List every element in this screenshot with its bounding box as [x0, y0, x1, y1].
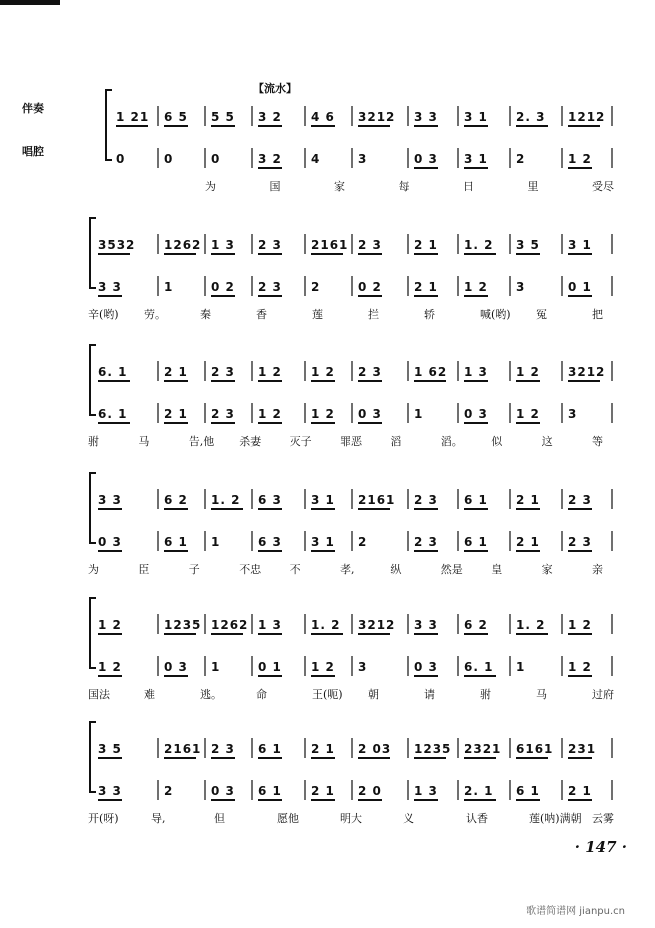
system-bracket — [90, 473, 96, 543]
beam-line — [516, 757, 548, 759]
accompaniment-measure: 3 3 — [414, 618, 438, 632]
accompaniment-measure: 1 3 — [211, 238, 235, 252]
vocal-measure: 2 — [358, 535, 368, 549]
accompaniment-measure: 2 3 — [568, 493, 592, 507]
beam-line — [258, 125, 282, 127]
vocal-measure: 0 3 — [98, 535, 122, 549]
lyric: 劳。 — [144, 308, 166, 321]
beam-line — [568, 167, 592, 169]
beam-line — [516, 125, 548, 127]
lyric: 过府 — [592, 688, 614, 701]
lyric: 难 — [144, 688, 155, 701]
beam-line — [311, 508, 335, 510]
vocal-measure: 6. 1 — [464, 660, 494, 674]
vocal-measure: 3 — [568, 407, 578, 421]
beam-line — [98, 757, 122, 759]
accompaniment-measure: 1235 — [164, 618, 202, 632]
beam-line — [164, 125, 188, 127]
vocal-measure: 2 1 — [164, 407, 188, 421]
accompaniment-measure: 1. 2 — [464, 238, 494, 252]
beam-line — [358, 757, 390, 759]
beam-line — [311, 633, 343, 635]
accompaniment-measure: 1 21 — [116, 110, 150, 124]
lyric: 这 — [541, 435, 553, 448]
beam-line — [258, 253, 282, 255]
vocal-measure: 2 — [516, 152, 526, 166]
vocal-measure: 0 1 — [258, 660, 282, 674]
vocal-measure: 3 1 — [311, 535, 335, 549]
accompaniment-measure: 5 5 — [211, 110, 235, 124]
page-number: · 147 · — [574, 838, 627, 856]
vocal-measure: 3 — [516, 280, 526, 294]
vocal-measure: 6 1 — [258, 784, 282, 798]
lyric: 臣 — [138, 563, 150, 576]
system-bracket — [90, 218, 96, 288]
lyric: 里 — [527, 180, 539, 193]
beam-line — [164, 508, 188, 510]
lyric: 把 — [592, 308, 603, 321]
lyric: 义 — [403, 812, 414, 825]
beam-line — [98, 422, 130, 424]
beam-line — [414, 295, 438, 297]
lyric: 国 — [269, 180, 281, 193]
vocal-measure: 0 3 — [164, 660, 188, 674]
beam-line — [414, 675, 438, 677]
system-bracket — [90, 598, 96, 668]
vocal-measure: 4 — [311, 152, 321, 166]
accompaniment-measure: 2 1 — [516, 493, 540, 507]
accompaniment-measure: 1 2 — [568, 618, 592, 632]
vocal-measure: 0 2 — [211, 280, 235, 294]
accompaniment-measure: 2161 — [164, 742, 202, 756]
accompaniment-measure: 1262 — [164, 238, 202, 252]
beam-line — [516, 253, 540, 255]
beam-line — [98, 799, 122, 801]
accompaniment-measure: 1 2 — [258, 365, 282, 379]
beam-line — [516, 633, 548, 635]
section-marker: 【流水】 — [253, 82, 297, 95]
vocal-measure: 1 2 — [258, 407, 282, 421]
beam-line — [516, 508, 540, 510]
beam-line — [258, 799, 282, 801]
beam-line — [358, 508, 390, 510]
beam-line — [516, 550, 540, 552]
beam-line — [164, 757, 196, 759]
accompaniment-measure: 1 2 — [516, 365, 540, 379]
vocal-measure: 1 — [516, 660, 526, 674]
vocal-measure: 0 — [116, 152, 126, 166]
accompaniment-measure: 3 5 — [98, 742, 122, 756]
lyric: 为 — [205, 180, 216, 193]
beam-line — [311, 253, 343, 255]
beam-line — [464, 508, 488, 510]
lyric: 认香 — [466, 812, 488, 825]
lyric: 秦 — [200, 308, 211, 321]
vocal-measure: 0 3 — [358, 407, 382, 421]
lyric: 不 — [289, 563, 301, 576]
accompaniment-measure: 3 3 — [98, 493, 122, 507]
vocal-measure: 1 2 — [516, 407, 540, 421]
beam-line — [311, 757, 335, 759]
beam-line — [464, 125, 488, 127]
lyric: 家 — [541, 563, 553, 576]
beam-line — [464, 675, 496, 677]
accompaniment-measure: 3212 — [358, 618, 396, 632]
lyric: 日 — [463, 180, 474, 193]
lyric: 然是 — [440, 563, 463, 576]
beam-line — [211, 757, 235, 759]
vocal-measure: 2 0 — [358, 784, 382, 798]
accompaniment-measure: 2 1 — [414, 238, 438, 252]
lyric: 轿 — [424, 308, 435, 321]
accompaniment-measure: 6161 — [516, 742, 554, 756]
lyric: 似 — [491, 435, 503, 448]
lyric: 为 — [88, 563, 99, 576]
accompaniment-measure: 1. 2 — [311, 618, 341, 632]
vocal-measure: 3 — [358, 660, 368, 674]
beam-line — [568, 550, 592, 552]
beam-line — [311, 799, 335, 801]
accompaniment-measure: 6 2 — [464, 618, 488, 632]
beam-line — [211, 508, 243, 510]
accompaniment-measure: 3 5 — [516, 238, 540, 252]
vocal-measure: 2 1 — [568, 784, 592, 798]
vocal-measure: 2 1 — [414, 280, 438, 294]
vocal-measure: 0 — [164, 152, 174, 166]
beam-line — [568, 125, 600, 127]
accompaniment-measure: 3 2 — [258, 110, 282, 124]
beam-line — [568, 253, 592, 255]
beam-line — [258, 295, 282, 297]
vocal-measure: 6 1 — [164, 535, 188, 549]
beam-line — [358, 380, 382, 382]
beam-line — [516, 422, 540, 424]
accompaniment-measure: 1 62 — [414, 365, 448, 379]
beam-line — [258, 167, 282, 169]
lyric: 杀妻 — [239, 435, 262, 448]
accompaniment-measure: 1 3 — [464, 365, 488, 379]
vocal-measure: 2 3 — [258, 280, 282, 294]
accompaniment-measure: 3532 — [98, 238, 136, 252]
beam-line — [258, 380, 282, 382]
accompaniment-measure: 6 2 — [164, 493, 188, 507]
accompaniment-measure: 2 3 — [358, 238, 382, 252]
beam-line — [258, 508, 282, 510]
lyric: 香 — [256, 308, 267, 321]
beam-line — [464, 757, 496, 759]
accompaniment-measure: 6. 1 — [98, 365, 128, 379]
beam-line — [568, 799, 592, 801]
lyric: 莲 — [312, 308, 323, 321]
beam-line — [98, 253, 130, 255]
beam-line — [211, 125, 235, 127]
vocal-measure: 1 2 — [311, 660, 335, 674]
accompaniment-measure: 2 3 — [258, 238, 282, 252]
beam-line — [516, 799, 540, 801]
accompaniment-measure: 3 1 — [311, 493, 335, 507]
vocal-measure: 0 3 — [464, 407, 488, 421]
beam-line — [311, 125, 335, 127]
system-bracket — [90, 345, 96, 415]
beam-line — [358, 799, 382, 801]
lyric: 冤 — [536, 308, 547, 321]
accompaniment-measure: 1. 2 — [516, 618, 546, 632]
lyric: 子 — [188, 563, 200, 576]
vocal-measure: 3 2 — [258, 152, 282, 166]
beam-line — [258, 422, 282, 424]
vocal-measure: 3 1 — [464, 152, 488, 166]
beam-line — [98, 508, 122, 510]
beam-line — [98, 550, 122, 552]
accompaniment-measure: 6 5 — [164, 110, 188, 124]
beam-line — [258, 757, 282, 759]
system-bracket — [90, 722, 96, 792]
beam-line — [568, 633, 592, 635]
beam-line — [358, 633, 390, 635]
lyric: 受尽 — [592, 180, 614, 193]
lyric: 滔 — [390, 435, 402, 448]
accompaniment-measure: 3 3 — [414, 110, 438, 124]
beam-line — [164, 675, 188, 677]
vocal-measure: 1 2 — [98, 660, 122, 674]
vocal-measure: 1 — [164, 280, 174, 294]
vocal-measure: 6 3 — [258, 535, 282, 549]
beam-line — [258, 675, 282, 677]
lyric: 导, — [151, 812, 166, 825]
lyric: 开(呀) — [88, 812, 119, 825]
beam-line — [414, 253, 438, 255]
vocal-measure: 0 3 — [211, 784, 235, 798]
beam-line — [98, 675, 122, 677]
beam-line — [98, 295, 122, 297]
lyric: 命 — [256, 688, 267, 701]
lyric: 家 — [334, 180, 345, 193]
lyric: 亲 — [592, 563, 603, 576]
lyric: 每 — [398, 180, 410, 193]
vocal-measure: 3 — [358, 152, 368, 166]
beam-line — [414, 633, 438, 635]
beam-line — [164, 422, 188, 424]
vocal-measure: 6 1 — [464, 535, 488, 549]
vocal-measure: 2 3 — [568, 535, 592, 549]
accompaniment-measure: 3212 — [568, 365, 606, 379]
accompaniment-measure: 231 — [568, 742, 597, 756]
lyric: 不忠 — [239, 563, 262, 576]
beam-line — [164, 253, 196, 255]
lyric: 孝, — [340, 563, 355, 576]
beam-line — [414, 757, 446, 759]
beam-line — [464, 633, 488, 635]
vocal-measure: 1 3 — [414, 784, 438, 798]
beam-line — [258, 633, 282, 635]
vocal-measure: 2 3 — [211, 407, 235, 421]
vocal-measure: 1 2 — [568, 660, 592, 674]
beam-line — [164, 380, 188, 382]
lyric: 驸 — [88, 435, 99, 448]
beam-line — [464, 295, 488, 297]
vocal-measure: 0 1 — [568, 280, 592, 294]
beam-line — [414, 380, 446, 382]
beam-line — [358, 253, 382, 255]
accompaniment-measure: 2321 — [464, 742, 502, 756]
beam-line — [414, 125, 438, 127]
beam-line — [516, 380, 540, 382]
beam-line — [311, 675, 335, 677]
lyric: 马 — [536, 688, 547, 701]
beam-line — [211, 422, 235, 424]
beam-line — [98, 633, 122, 635]
accompaniment-measure: 1235 — [414, 742, 452, 756]
lyric: 罪恶 — [340, 435, 362, 448]
vocal-measure: 1 2 — [311, 407, 335, 421]
lyric: 王(呃) — [312, 688, 343, 701]
lyric: 逃。 — [200, 688, 222, 701]
beam-line — [211, 295, 235, 297]
beam-line — [414, 508, 438, 510]
beam-line — [311, 422, 335, 424]
beam-line — [568, 508, 592, 510]
lyric: 纵 — [390, 563, 402, 576]
lyric: 辛(哟) — [88, 308, 119, 321]
accompaniment-measure: 2 3 — [358, 365, 382, 379]
accompaniment-measure: 2 03 — [358, 742, 392, 756]
lyric: 等 — [592, 435, 603, 448]
lyric: 灭子 — [289, 435, 312, 448]
accompaniment-measure: 6 3 — [258, 493, 282, 507]
vocal-measure: 3 3 — [98, 280, 122, 294]
lyric: 拦 — [368, 308, 379, 321]
beam-line — [568, 757, 592, 759]
beam-line — [414, 799, 438, 801]
vocal-measure: 1 — [211, 660, 221, 674]
accompaniment-measure: 1 2 — [311, 365, 335, 379]
beam-line — [358, 422, 382, 424]
accompaniment-measure: 3 1 — [464, 110, 488, 124]
beam-line — [464, 422, 488, 424]
system-bracket — [106, 90, 112, 160]
accompaniment-measure: 4 6 — [311, 110, 335, 124]
vocal-measure: 1 2 — [568, 152, 592, 166]
accompaniment-measure: 1. 2 — [211, 493, 241, 507]
vocal-measure: 1 — [211, 535, 221, 549]
beam-line — [211, 633, 243, 635]
watermark: 歌谱简谱网 jianpu.cn — [526, 906, 625, 917]
beam-line — [464, 550, 488, 552]
beam-line — [211, 253, 235, 255]
accompaniment-measure: 1262 — [211, 618, 249, 632]
vocal-measure: 6 1 — [516, 784, 540, 798]
accompaniment-measure: 2. 3 — [516, 110, 546, 124]
vocal-measure: 2 3 — [414, 535, 438, 549]
lyric: 云雾 — [592, 812, 614, 825]
vocal-measure: 1 2 — [464, 280, 488, 294]
beam-line — [311, 380, 335, 382]
accompaniment-measure: 2 3 — [211, 742, 235, 756]
beam-line — [358, 125, 390, 127]
accompaniment-measure: 1 2 — [98, 618, 122, 632]
beam-line — [116, 125, 148, 127]
vocal-measure: 3 3 — [98, 784, 122, 798]
lyric: 告,他 — [188, 435, 215, 448]
beam-line — [414, 167, 438, 169]
accompaniment-measure: 2161 — [311, 238, 349, 252]
lyric: 愿他 — [277, 812, 299, 825]
beam-line — [211, 380, 235, 382]
vocal-measure: 2 1 — [516, 535, 540, 549]
vocal-measure: 2. 1 — [464, 784, 494, 798]
accompaniment-measure: 2 1 — [311, 742, 335, 756]
beam-line — [98, 380, 130, 382]
vocal-measure: 2 — [164, 784, 174, 798]
beam-line — [464, 167, 488, 169]
lyric: 莲(呐)满朝 — [529, 812, 582, 825]
lyric: 请 — [424, 688, 435, 701]
vocal-measure: 2 1 — [311, 784, 335, 798]
lyric: 国法 — [88, 688, 110, 701]
beam-line — [568, 295, 592, 297]
vocal-measure: 0 2 — [358, 280, 382, 294]
lyric: 驸 — [480, 688, 491, 701]
accompaniment-measure: 3 1 — [568, 238, 592, 252]
beam-line — [164, 550, 188, 552]
accompaniment-label: 伴奏 — [22, 102, 44, 115]
vocal-measure: 6. 1 — [98, 407, 128, 421]
beam-line — [311, 550, 335, 552]
vocal-measure: 2 — [311, 280, 321, 294]
vocal-measure: 0 — [211, 152, 221, 166]
lyric: 喊(哟) — [480, 308, 511, 321]
beam-line — [164, 633, 196, 635]
beam-line — [568, 675, 592, 677]
accompaniment-measure: 6 1 — [464, 493, 488, 507]
accompaniment-measure: 2 3 — [414, 493, 438, 507]
accompaniment-measure: 1 3 — [258, 618, 282, 632]
vocal-measure: 0 3 — [414, 152, 438, 166]
vocal-measure: 0 3 — [414, 660, 438, 674]
beam-line — [464, 380, 488, 382]
beam-line — [211, 799, 235, 801]
beam-line — [464, 253, 496, 255]
beam-line — [258, 550, 282, 552]
lyric: 皇 — [491, 563, 503, 576]
beam-line — [568, 380, 600, 382]
vocal-measure: 1 — [414, 407, 424, 421]
lyric: 但 — [214, 812, 225, 825]
beam-line — [358, 295, 382, 297]
beam-line — [464, 799, 496, 801]
beam-line — [414, 550, 438, 552]
lyric: 马 — [138, 435, 150, 448]
lyric: 明大 — [340, 812, 362, 825]
accompaniment-measure: 1212 — [568, 110, 606, 124]
accompaniment-measure: 6 1 — [258, 742, 282, 756]
accompaniment-measure: 2 3 — [211, 365, 235, 379]
vocal-label: 唱腔 — [22, 145, 44, 158]
lyric: 朝 — [368, 688, 379, 701]
accompaniment-measure: 2161 — [358, 493, 396, 507]
accompaniment-measure: 2 1 — [164, 365, 188, 379]
lyric: 滔。 — [440, 435, 463, 448]
accompaniment-measure: 3212 — [358, 110, 396, 124]
